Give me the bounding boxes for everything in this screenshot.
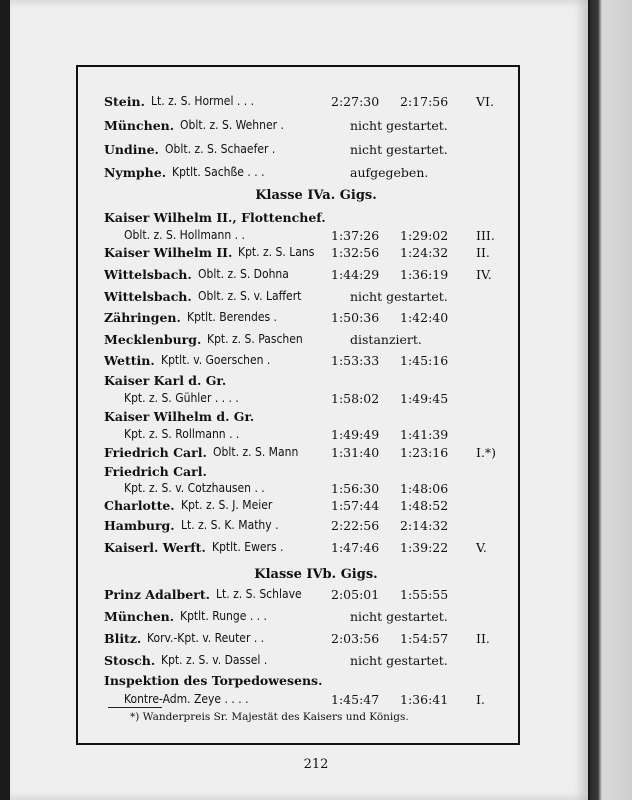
time-corrected: 1:55:55 — [400, 587, 449, 602]
result-row — [104, 518, 514, 538]
class-heading: Klasse IVa. Gigs. — [255, 188, 377, 203]
officer-name: Kptlt. Ewers . — [212, 540, 284, 554]
time-corrected: 1:48:06 — [400, 481, 449, 496]
boat-name: München. — [104, 609, 175, 624]
officer-name: Oblt. z. S. Dohna — [198, 267, 289, 281]
officer-name: Kpt. z. S. Paschen — [207, 332, 303, 346]
result-row — [104, 289, 514, 309]
officer-name: Kptlt. Sachße . . . — [172, 165, 265, 179]
time-raw: 2:22:56 — [331, 518, 380, 533]
result-row — [104, 587, 514, 607]
result-row — [104, 673, 514, 693]
result-row — [104, 540, 514, 560]
officer-name: Kpt. z. S. J. Meier — [181, 498, 273, 512]
time-raw: 2:05:01 — [331, 587, 380, 602]
time-raw: 1:53:33 — [331, 353, 380, 368]
status-text: nicht gestartet. — [350, 142, 448, 157]
placement: VI. — [476, 94, 494, 109]
boat-name: Kaiser Wilhelm II. — [104, 245, 233, 260]
result-row — [104, 653, 514, 673]
officer-name: Lt. z. S. Schlave — [216, 587, 302, 601]
status-text: aufgegeben. — [350, 165, 429, 180]
boat-name: Wettin. — [104, 353, 155, 368]
boat-name: Inspektion des Torpedowesens. — [104, 673, 323, 688]
result-row — [104, 165, 514, 185]
result-row — [104, 353, 514, 373]
result-row — [104, 498, 514, 518]
time-raw: 1:45:47 — [331, 692, 380, 707]
officer-name: Oblt. z. S. Hollmann . . — [124, 228, 245, 242]
time-corrected: 1:36:19 — [400, 267, 449, 282]
time-corrected: 1:29:02 — [400, 228, 449, 243]
boat-name: Undine. — [104, 142, 159, 157]
placement: I. — [476, 692, 485, 707]
adjacent-page-edge — [590, 0, 632, 800]
boat-name: Friedrich Carl. — [104, 464, 207, 479]
boat-name: Charlotte. — [104, 498, 175, 513]
result-row — [104, 210, 514, 230]
time-raw: 1:37:26 — [331, 228, 380, 243]
officer-name: Lt. z. S. K. Mathy . — [181, 518, 279, 532]
time-corrected: 2:17:56 — [400, 94, 449, 109]
time-raw: 1:49:49 — [331, 427, 380, 442]
boat-name: München. — [104, 118, 175, 133]
boat-name: Wittelsbach. — [104, 289, 192, 304]
placement: II. — [476, 245, 490, 260]
time-raw: 1:57:44 — [331, 498, 380, 513]
result-row — [104, 310, 514, 330]
time-corrected: 1:48:52 — [400, 498, 449, 513]
placement: IV. — [476, 267, 492, 282]
status-text: nicht gestartet. — [350, 289, 448, 304]
time-corrected: 1:54:57 — [400, 631, 449, 646]
officer-name: Kpt. z. S. Rollmann . . — [124, 427, 240, 441]
result-row — [104, 631, 514, 651]
time-raw: 1:47:46 — [331, 540, 380, 555]
result-row — [104, 609, 514, 629]
officer-name: Kpt. z. S. Lans — [238, 245, 315, 259]
result-row — [104, 373, 514, 393]
placement: I.*) — [476, 445, 497, 460]
result-row — [104, 427, 514, 447]
officer-name: Kpt. z. S. v. Dassel . — [161, 653, 268, 667]
time-raw: 2:27:30 — [331, 94, 380, 109]
officer-name: Oblt. z. S. Mann — [213, 445, 299, 459]
time-raw: 1:58:02 — [331, 391, 380, 406]
result-row — [104, 692, 514, 712]
result-row — [104, 391, 514, 411]
class-heading: Klasse IVb. Gigs. — [254, 567, 378, 582]
boat-name: Stosch. — [104, 653, 156, 668]
boat-name: Hamburg. — [104, 518, 175, 533]
result-row — [104, 267, 514, 287]
result-row — [104, 94, 514, 114]
result-row — [104, 409, 514, 429]
officer-name: Kptlt. Runge . . . — [180, 609, 267, 623]
time-raw: 2:03:56 — [331, 631, 380, 646]
time-corrected: 2:14:32 — [400, 518, 449, 533]
placement: III. — [476, 228, 495, 243]
time-corrected: 1:39:22 — [400, 540, 449, 555]
officer-name: Oblt. z. S. Schaefer . — [165, 142, 276, 156]
result-row — [104, 332, 514, 352]
officer-name: Kptlt. v. Goerschen . — [161, 353, 271, 367]
status-text: nicht gestartet. — [350, 118, 448, 133]
status-text: distanziert. — [350, 332, 422, 347]
officer-name: Lt. z. S. Hormel . . . — [151, 94, 255, 108]
officer-name: Kptlt. Berendes . — [187, 310, 277, 324]
boat-name: Stein. — [104, 94, 145, 109]
result-row — [104, 118, 514, 138]
footnote: *) Wanderpreis Sr. Majestät des Kaisers und Königs. — [130, 711, 409, 723]
boat-name: Wittelsbach. — [104, 267, 192, 282]
officer-name: Korv.-Kpt. v. Reuter . . — [147, 631, 265, 645]
time-corrected: 1:41:39 — [400, 427, 449, 442]
status-text: nicht gestartet. — [350, 609, 448, 624]
time-raw: 1:44:29 — [331, 267, 380, 282]
time-raw: 1:31:40 — [331, 445, 380, 460]
officer-name: Oblt. z. S. v. Laffert — [198, 289, 302, 303]
time-raw: 1:50:36 — [331, 310, 380, 325]
boat-name: Zähringen. — [104, 310, 181, 325]
status-text: nicht gestartet. — [350, 653, 448, 668]
boat-name: Friedrich Carl. — [104, 445, 207, 460]
placement: V. — [476, 540, 487, 555]
time-corrected: 1:36:41 — [400, 692, 449, 707]
boat-name: Kaiserl. Werft. — [104, 540, 206, 555]
result-row — [104, 445, 514, 465]
boat-name: Kaiser Wilhelm d. Gr. — [104, 409, 255, 424]
boat-name: Kaiser Karl d. Gr. — [104, 373, 227, 388]
officer-name: Oblt. z. S. Wehner . — [180, 118, 284, 132]
officer-name: Kpt. z. S. v. Cotzhausen . . — [124, 481, 265, 495]
officer-name: Kontre-Adm. Zeye . . . . — [124, 692, 249, 706]
result-row — [104, 245, 514, 265]
boat-name: Mecklenburg. — [104, 332, 202, 347]
time-corrected: 1:23:16 — [400, 445, 449, 460]
result-row — [104, 142, 514, 162]
time-corrected: 1:24:32 — [400, 245, 449, 260]
time-raw: 1:56:30 — [331, 481, 380, 496]
time-corrected: 1:45:16 — [400, 353, 449, 368]
page-number: 212 — [303, 757, 329, 772]
footnote-rule — [108, 707, 162, 708]
boat-name: Nymphe. — [104, 165, 167, 180]
boat-name: Blitz. — [104, 631, 142, 646]
boat-name: Kaiser Wilhelm II., Flottenchef. — [104, 210, 326, 225]
boat-name: Prinz Adalbert. — [104, 587, 210, 602]
time-corrected: 1:42:40 — [400, 310, 449, 325]
time-corrected: 1:49:45 — [400, 391, 449, 406]
placement: II. — [476, 631, 490, 646]
officer-name: Kpt. z. S. Gühler . . . . — [124, 391, 239, 405]
time-raw: 1:32:56 — [331, 245, 380, 260]
